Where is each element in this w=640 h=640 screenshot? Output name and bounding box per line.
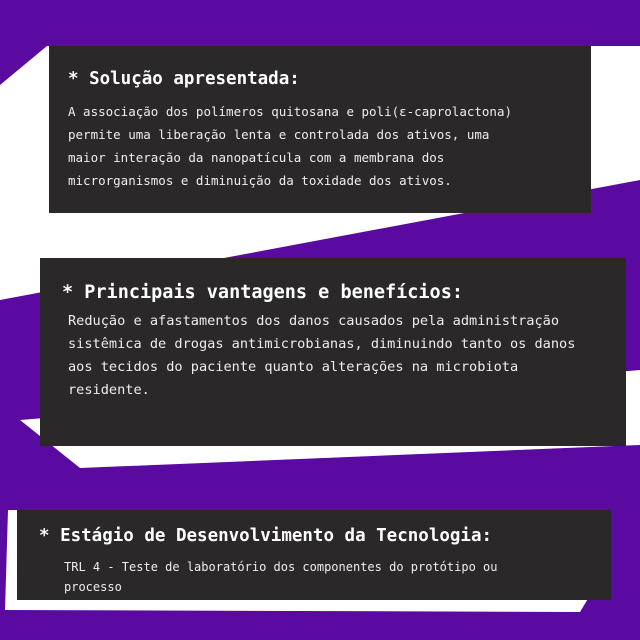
advantages-card	[40, 258, 626, 446]
development-stage-text: TRL 4 - Teste de laboratório dos componentes do protótipo ou processo	[64, 560, 498, 594]
solution-text: A associação dos polímeros quitosana e poli(ε-caprolactona) permite uma liberação lenta e controlada dos ativos, uma maior interação da nanopatícula com a membrana dos microrganismos e diminuição da toxidade dos ativos.	[68, 104, 513, 188]
solution-heading: * Solução apresentada:	[68, 69, 300, 89]
development-stage-card	[17, 510, 611, 600]
advantages-heading: * Principais vantagens e benefícios:	[62, 282, 463, 303]
development-stage-heading: * Estágio de Desenvolvimento da Tecnologia:	[39, 526, 493, 546]
solution-card	[49, 46, 591, 213]
advantages-text: Redução e afastamentos dos danos causados pela administração sistêmica de drogas antimicrobianas, diminuindo tanto os danos aos tecidos do paciente quanto alterações na microbiota residente.	[68, 313, 576, 398]
